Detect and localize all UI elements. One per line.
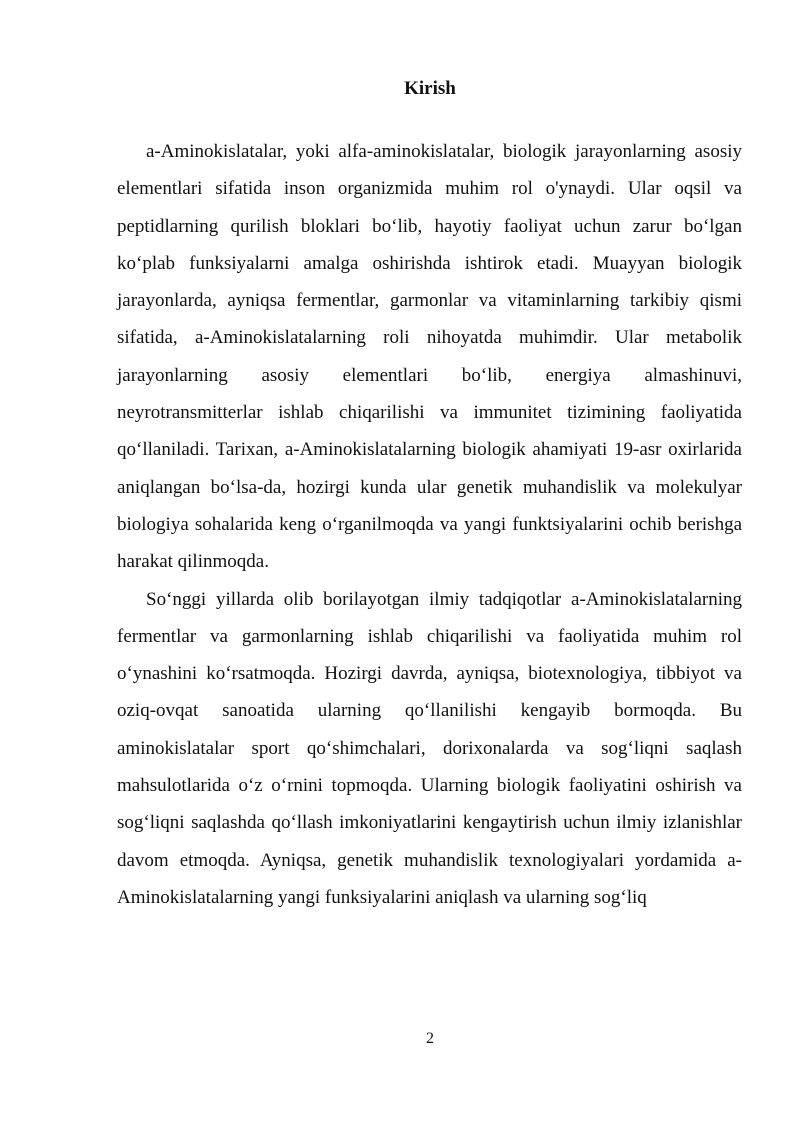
paragraph-2: So‘nggi yillarda olib borilayotgan ilmiy tadqiqotlar a-Aminokislatalarning fermentlar va garmonlarning ishlab chiqarilishi va faoliyatida muhim rol o‘ynashini ko‘rsatmoqda. Hozirgi davrda, ayniqsa, biotexnologiya, tibbiyot va oziq-ovqat sanoatida ularning qo‘llanilishi kengayib bormoqda. Bu aminokislatalar sport qo‘shimchalari, dorixonalarda va sog‘liqni saqlash mahsulotlarida o‘z o‘rnini topmoqda. Ularning biologik faoliyatini oshirish va sog‘liqni saqlashda qo‘llash imkoniyatlarini kengaytirish uchun ilmiy izlanishlar davom etmoqda. Ayniqsa, genetik muhandislik texnologiyalari yordamida a-Aminokislatalarning yangi funksiyalarini aniqlash va ularning sog‘liq xyxy=(117,588,742,908)
page-title: Kirish xyxy=(404,78,456,99)
paragraph-1: a-Aminokislatalar, yoki alfa-aminokislatalar, biologik jarayonlarning asosiy elementlari sifatida inson organizmida muhim rol o'ynaydi. Ular oqsil va peptidlarning qurilish bloklari bo‘lib, hayotiy faoliyat uchun zarur bo‘lgan ko‘plab funksiyalarni amalga oshirishda ishtirok etadi. Muayyan biologik jarayonlarda, ayniqsa fermentlar, garmonlar va vitaminlarning tarkibiy qismi sifatida, a-Aminokislatalarning roli nihoyatda muhimdir. Ular metabolik jarayonlarning asosiy elementlari bo‘lib, energiya almashinuvi, neyrotransmitterlar ishlab chiqarilishi va immunitet tizimining faoliyatida qo‘llaniladi. Tarixan, a-Aminokislatalarning biologik ahamiyati 19-asr oxirlarida aniqlangan bo‘lsa-da, hozirgi kunda ular genetik muhandislik va molekulyar biologiya sohalarida keng o‘rganilmoqda va yangi funktsiyalarini ochib berishga harakat qilinmoqda. xyxy=(117,141,742,573)
body-text xyxy=(117,133,742,916)
page-number: 2 xyxy=(426,1030,434,1047)
